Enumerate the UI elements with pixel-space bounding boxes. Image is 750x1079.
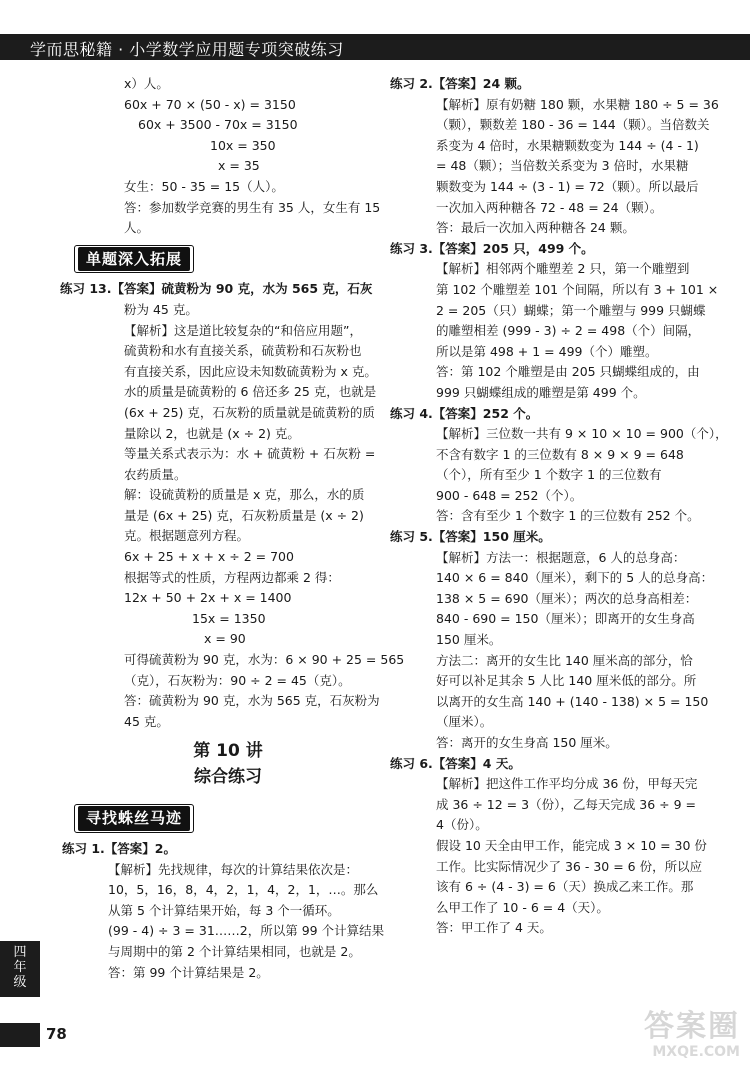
text-line: 该有 6 ÷ (4 - 3) = 6（天）换成乙来工作。那 xyxy=(436,879,694,895)
right-column xyxy=(390,74,728,939)
text-line: 克。根据题意列方程。 xyxy=(124,528,250,544)
text-line: 系变为 4 倍时，水果糖颗数变为 144 ÷ (4 - 1) xyxy=(436,137,699,153)
text-line: 不含有数字 1 的三位数有 8 × 9 × 9 = 648 xyxy=(436,446,684,462)
text-line: 答：第 99 个计算结果是 2。 xyxy=(108,964,269,980)
text-line: 900 - 648 = 252（个）。 xyxy=(436,487,583,503)
page-number: 78 xyxy=(46,1025,67,1043)
text-line: 从第 5 个计算结果开始，每 3 个一循环。 xyxy=(108,902,340,918)
text-line: 以离开的女生高 140 + (140 - 138) × 5 = 150 xyxy=(436,693,709,709)
text-line: 根据等式的性质，方程两边都乘 2 得： xyxy=(124,569,340,585)
text-line: 女生：50 - 35 = 15（人）。 xyxy=(124,178,284,194)
text-line: 假设 10 天全由甲工作，能完成 3 × 10 = 30 份 xyxy=(436,837,707,853)
exercise-3-answer: 练习 3.【答案】205 只，499 个。 xyxy=(390,240,594,256)
text-line: 量除以 2，也就是 (x ÷ 2) 克。 xyxy=(124,425,300,441)
text-line: 颗数变为 144 ÷ (3 - 1) = 72（颗）。所以最后 xyxy=(436,178,699,194)
text-line: 【解析】三位数一共有 9 × 10 × 10 = 900（个）， xyxy=(436,426,728,442)
text-line: 答：最后一次加入两种糖各 24 颗。 xyxy=(436,220,635,236)
text-line: 答：第 102 个雕塑是由 205 只蝴蝶组成的，由 xyxy=(436,364,700,380)
equation-line: 60x + 3500 - 70x = 3150 xyxy=(138,117,298,133)
text-line: 有直接关系，因此应设未知数硫黄粉为 x 克。 xyxy=(124,363,377,379)
text-line: 150 厘米。 xyxy=(436,632,502,648)
equation-line: 10x = 350 xyxy=(210,137,276,153)
text-line: 答：甲工作了 4 天。 xyxy=(436,920,552,936)
text-line: 【解析】方法一：根据题意，6 人的总身高： xyxy=(436,549,686,565)
text-line: (6x + 25) 克，石灰粉的质量就是硫黄粉的质 xyxy=(124,404,375,420)
text-line: 么甲工作了 10 - 6 = 4（天）。 xyxy=(436,899,609,915)
text-line: 【解析】把这件工作平均分成 36 份，甲每天完 xyxy=(436,776,698,792)
exercise-5-answer: 练习 5.【答案】150 厘米。 xyxy=(390,529,551,545)
exercise-4-answer: 练习 4.【答案】252 个。 xyxy=(390,405,539,421)
grade-side-tab xyxy=(0,941,40,997)
text-line: 一次加入两种糖各 72 - 48 = 24（颗）。 xyxy=(436,199,663,215)
text-line: 成 36 ÷ 12 = 3（份），乙每天完成 36 ÷ 9 = xyxy=(436,796,697,812)
lecture-number: 第 10 讲 xyxy=(193,741,263,762)
text-line: 【解析】相邻两个雕塑差 2 只，第一个雕塑到 xyxy=(436,261,690,277)
text-line: 答：离开的女生身高 150 厘米。 xyxy=(436,735,618,750)
equation-line: 6x + 25 + x + x ÷ 2 = 700 xyxy=(124,549,294,565)
exercise-6-answer: 练习 6.【答案】4 天。 xyxy=(390,755,521,771)
section-title: 寻找蛛丝马迹 xyxy=(78,806,190,831)
watermark-sub: MXQE.COM xyxy=(652,1044,740,1060)
text-line: 农药质量。 xyxy=(124,466,187,482)
text-line: 解：设硫黄粉的质量是 x 克，那么，水的质 xyxy=(124,487,365,503)
text-line: 140 × 6 = 840（厘米），剩下的 5 人的总身高： xyxy=(436,570,714,586)
text-line: 答：硫黄粉为 90 克，水为 565 克，石灰粉为 xyxy=(124,693,380,709)
section-banner-deep-expansion xyxy=(74,245,194,274)
text-line: 方法二：离开的女生比 140 厘米高的部分，恰 xyxy=(436,652,693,668)
text-line: 硫黄粉和水有直接关系，硫黄粉和石灰粉也 xyxy=(124,343,362,359)
text-line: 第 102 个雕塑差 101 个间隔，所以有 3 + 101 × xyxy=(436,281,719,297)
text-line: 4（份）。 xyxy=(436,817,488,833)
text-line: 答：含有至少 1 个数字 1 的三位数有 252 个。 xyxy=(436,508,700,524)
text-line: 【解析】这是道比较复杂的“和倍应用题”， xyxy=(124,322,362,338)
text-line: = 48（颗）；当倍数关系变为 3 倍时，水果糖 xyxy=(436,158,689,174)
text-line: 工作。比实际情况少了 36 - 30 = 6 份，所以应 xyxy=(436,858,703,874)
text-line: 45 克。 xyxy=(124,713,169,729)
text-line: 粉为 45 克。 xyxy=(124,301,198,317)
equation-line: 15x = 1350 xyxy=(192,610,266,626)
section-title: 单题深入拓展 xyxy=(78,247,190,272)
text-line: 【解析】先找规律，每次的计算结果依次是： xyxy=(108,861,359,877)
section-banner-find-clues xyxy=(74,804,194,833)
equation-line: x = 35 xyxy=(218,158,260,174)
text-line: 量是 (6x + 25) 克，石灰粉质量是 (x ÷ 2) xyxy=(124,507,364,523)
equation-line: x = 90 xyxy=(204,631,246,647)
text-line: x）人。 xyxy=(124,76,169,91)
text-line: 等量关系式表示为：水 + 硫黄粉 + 石灰粉 = xyxy=(124,446,376,462)
text-line: （颗），颗数差 180 - 36 = 144（颗）。当倍数关 xyxy=(436,117,710,133)
text-line: (99 - 4) ÷ 3 = 31……2，所以第 99 个计算结果 xyxy=(108,923,385,939)
equation-line: 12x + 50 + 2x + x = 1400 xyxy=(124,590,292,606)
text-line: 人。 xyxy=(124,220,150,236)
text-line: 2 = 205（只）蝴蝶；第一个雕塑与 999 只蝴蝶 xyxy=(436,302,706,318)
text-line: 【解析】原有奶糖 180 颗，水果糖 180 ÷ 5 = 36 xyxy=(436,96,719,112)
text-line: 840 - 690 = 150（厘米）；即离开的女生身高 xyxy=(436,611,695,627)
exercise-13-answer: 练习 13.【答案】硫黄粉为 90 克，水为 565 克，石灰 xyxy=(60,281,373,297)
text-line: 的雕塑相差 (999 - 3) ÷ 2 = 498（个）间隔， xyxy=(436,323,701,339)
lecture-title: 综合练习 xyxy=(194,767,262,788)
text-line: 所以是第 498 + 1 = 499（个）雕塑。 xyxy=(436,343,658,359)
exercise-1-answer: 练习 1.【答案】2。 xyxy=(62,841,176,856)
text-line: 好可以补足其余 5 人比 140 厘米低的部分。所 xyxy=(436,673,697,689)
watermark xyxy=(590,1010,740,1070)
grade-label: 四年级 xyxy=(13,945,27,990)
text-line: （克），石灰粉为：90 ÷ 2 = 45（克）。 xyxy=(124,672,351,688)
header-title: 学而思秘籍 · 小学数学应用题专项突破练习 xyxy=(30,40,344,59)
text-line: 138 × 5 = 690（厘米）；两次的总身高相差： xyxy=(436,590,698,606)
text-line: 10，5，16，8，4，2，1，4，2，1，…。那么 xyxy=(108,882,379,898)
text-line: （厘米）。 xyxy=(436,714,493,730)
equation-line: 60x + 70 × (50 - x) = 3150 xyxy=(124,96,296,112)
text-line: 可得硫黄粉为 90 克，水为：6 × 90 + 25 = 565 xyxy=(124,652,405,668)
footer-bar xyxy=(0,1023,40,1047)
text-line: 答：参加数学竞赛的男生有 35 人，女生有 15 xyxy=(124,199,381,215)
watermark-main: 答案圈 xyxy=(644,1009,740,1044)
text-line: 水的质量是硫黄粉的 6 倍还多 25 克，也就是 xyxy=(124,384,377,400)
text-line: （个），所有至少 1 个数字 1 的三位数有 xyxy=(436,467,662,483)
left-column xyxy=(60,74,405,983)
text-line: 与周期中的第 2 个计算结果相同，也就是 2。 xyxy=(108,943,361,959)
text-line: 999 只蝴蝶组成的雕塑是第 499 个。 xyxy=(436,384,646,400)
exercise-2-answer: 练习 2.【答案】24 颗。 xyxy=(390,76,530,91)
